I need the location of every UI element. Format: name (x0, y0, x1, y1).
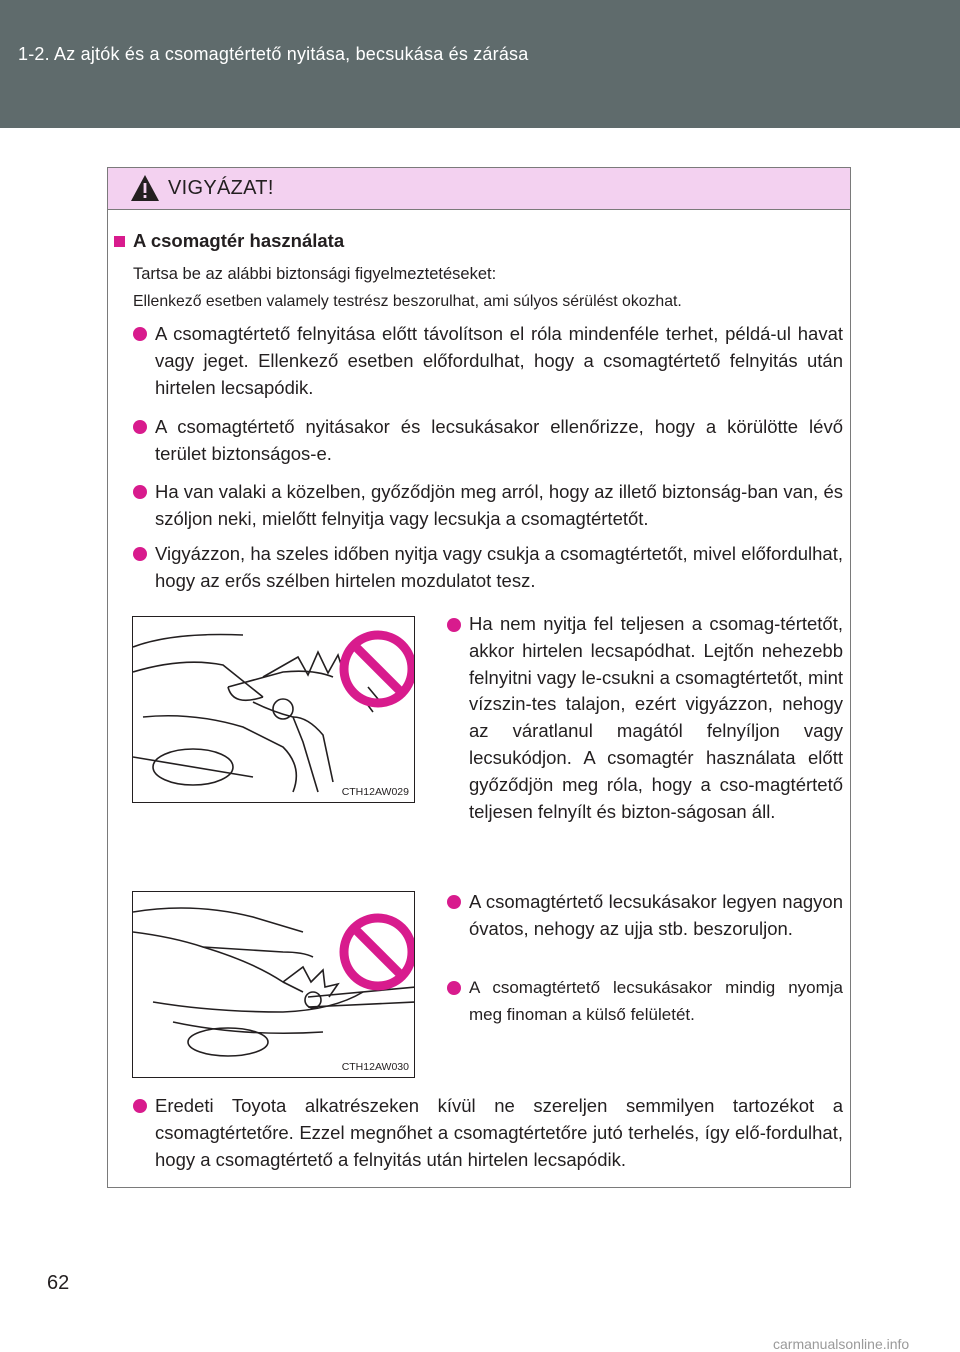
bullet-dot-icon (133, 1099, 147, 1113)
bullet-dot-icon (133, 547, 147, 561)
bullet-text: Eredeti Toyota alkatrészeken kívül ne szereljen semmilyen tartozékot a csomagtértetőre. Ezzel megnőhet a csomagtértetőre jutó terhelés, így elő-fordulhat, hogy a csomagtértető a felnyitás után hirtelen lecsapódik. (155, 1095, 843, 1170)
intro-line: Tartsa be az alábbi biztonsági figyelmeztetéseket: (133, 265, 497, 283)
bullet-text: Ha van valaki a közelben, győződjön meg arról, hogy az illető biztonság-ban van, és szóljon neki, mielőtt felnyitja vagy lecsukja a csomagtértetőt. (155, 481, 843, 529)
warning-header (108, 168, 850, 210)
illustration-trunk-lid-person (132, 616, 415, 803)
chapter-title: 1-2. Az ajtók és a csomagtértető nyitása, becsukása és zárása (18, 44, 529, 64)
bullet-item (133, 478, 843, 532)
illustration-code: CTH12AW029 (341, 786, 409, 798)
bullet-item (133, 413, 843, 467)
bullet-item (133, 1092, 843, 1173)
warning-title: VIGYÁZAT! (168, 177, 274, 199)
bullet-text: A csomagtértető lecsukásakor legyen nagyon óvatos, nehogy az ujja stb. beszoruljon. (469, 891, 843, 939)
bullet-dot-icon (133, 420, 147, 434)
illustration-finger-pinch (132, 891, 415, 1078)
section-heading (114, 230, 344, 252)
bullet-text: Vigyázzon, ha szeles időben nyitja vagy csukja a csomagtértetőt, mivel előfordulhat, hogy az erős szélben hirtelen mozdulatot tesz. (155, 543, 843, 591)
bullet-dot-icon (447, 981, 461, 995)
bullet-item (133, 320, 843, 401)
side-bullet-item (447, 888, 843, 942)
prohibition-icon (344, 635, 412, 703)
bullet-text: A csomagtértető felnyitása előtt távolítson el róla mindenféle terhet, példá-ul havat vagy jeget. Ellenkező esetben előfordulhat, hogy a csomagtértető felnyitás után hirtelen lecsapódik. (155, 323, 843, 398)
bullet-text: Ha nem nyitja fel teljesen a csomag-tértetőt, akkor hirtelen lecsapódhat. Lejtőn nehezebb felnyitni vagy le-csukni a csomagtértetőt, mint vízszin-tes talajon, ezért vigyázzon, nehogy az váratlanul magától felnyíljon vagy lecsukódjon. A csomagtér használata előtt győződjön meg róla, hogy a cso-magtértető teljesen felnyílt és bizton-ságosan áll. (469, 613, 843, 822)
side-bullet-item (447, 974, 843, 1028)
bullet-dot-icon (133, 485, 147, 499)
car-trunk-illustration (133, 617, 415, 803)
bullet-dot-icon (447, 618, 461, 632)
illustration-code: CTH12AW030 (341, 1061, 409, 1073)
intro-line: Ellenkező esetben valamely testrész beszorulhat, ami súlyos sérülést okozhat. (133, 293, 682, 310)
bullet-text: A csomagtértető lecsukásakor mindig nyomja meg finoman a külső felületét. (469, 978, 843, 1024)
bullet-text: A csomagtértető nyitásakor és lecsukásakor ellenőrizze, hogy a körülötte lévő terület biztonságos-e. (155, 416, 843, 464)
square-bullet-icon (114, 236, 125, 247)
warning-box (107, 167, 851, 1188)
page-header (0, 0, 960, 128)
intro-text (133, 261, 843, 315)
bullet-item (133, 540, 843, 594)
bullet-dot-icon (133, 327, 147, 341)
prohibition-icon (344, 918, 412, 986)
warning-triangle-icon (130, 174, 160, 202)
page-number: 62 (47, 1272, 70, 1294)
car-trunk-illustration (133, 892, 415, 1078)
watermark: carmanualsonline.info (773, 1336, 910, 1352)
side-bullet-item (447, 611, 843, 825)
bullet-dot-icon (447, 895, 461, 909)
section-title: A csomagtér használata (133, 230, 345, 251)
